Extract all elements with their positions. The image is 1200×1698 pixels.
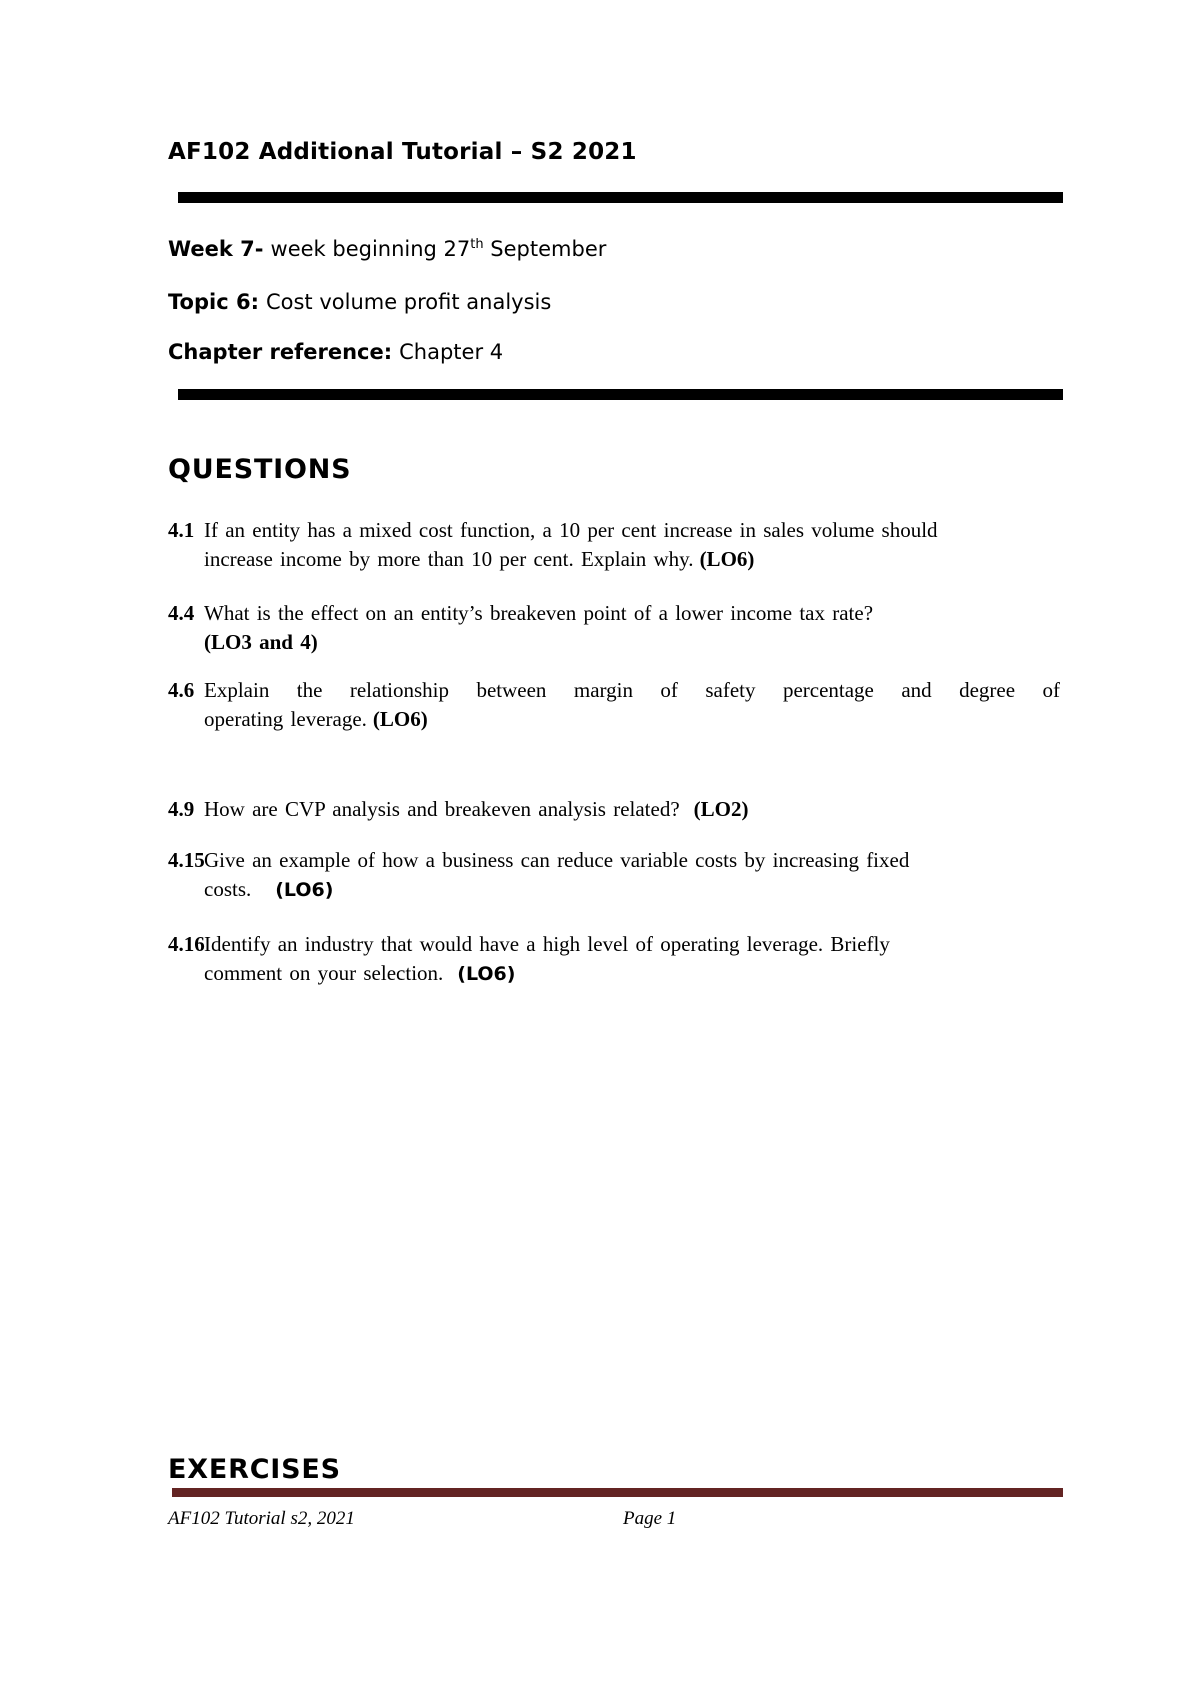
topic-label: Topic 6: <box>168 290 259 314</box>
week-label: Week 7- <box>168 237 264 261</box>
question-line: What is the effect on an entity’s breakeven point of a lower income tax rate? <box>204 601 874 625</box>
question-line: Explain the relationship between margin of safety percentage and degree of <box>204 678 1060 702</box>
topic-line <box>168 287 1063 317</box>
topic-value: Cost volume profit analysis <box>265 290 552 314</box>
question-number: 4.4 <box>168 601 195 625</box>
week-ordinal: th <box>470 237 484 252</box>
page-title: AF102 Additional Tutorial – S2 2021 <box>168 139 637 165</box>
question-line: How are CVP analysis and breakeven analysis related? (LO2) <box>204 797 749 821</box>
questions-heading: QUESTIONS <box>168 454 352 485</box>
question-line: comment on your selection. (LO6) <box>204 961 516 985</box>
question-line: costs. (LO6) <box>204 877 334 901</box>
learning-objective-tag: (LO2) <box>693 797 749 821</box>
question-text <box>204 599 1060 657</box>
learning-objective-tag: (LO6) <box>275 879 334 901</box>
question-4-1 <box>168 516 1060 574</box>
question-4-16 <box>168 930 1060 989</box>
question-4-15 <box>168 846 1060 905</box>
question-text <box>204 516 1060 574</box>
question-4-6 <box>168 676 1060 734</box>
chapter-reference-value: Chapter 4 <box>399 340 504 364</box>
question-number: 4.1 <box>168 518 195 542</box>
question-text <box>204 930 1060 989</box>
question-number: 4.6 <box>168 678 195 702</box>
question-4-4 <box>168 599 1060 657</box>
learning-objective-tag: (LO3 and 4) <box>204 630 318 654</box>
page-footer <box>168 1507 1060 1531</box>
exercises-divider <box>172 1488 1063 1497</box>
question-line: Identify an industry that would have a high level of operating leverage. Briefly <box>204 932 890 956</box>
footer-document-name: AF102 Tutorial s2, 2021 <box>168 1508 355 1529</box>
question-line: If an entity has a mixed cost function, a 10 per cent increase in sales volume should <box>204 518 938 542</box>
question-number: 4.16 <box>168 932 205 956</box>
exercises-heading: EXERCISES <box>168 1454 341 1485</box>
learning-objective-tag: (LO6) <box>372 707 428 731</box>
header-divider-bottom <box>178 389 1063 400</box>
document-content <box>168 138 1063 1531</box>
week-line <box>168 234 1063 264</box>
chapter-reference-line <box>168 337 1063 367</box>
question-4-9 <box>168 795 1060 824</box>
header-divider-top <box>178 192 1063 203</box>
question-line: increase income by more than 10 per cent. Explain why. (LO6) <box>204 547 755 571</box>
footer-page-number: Page 1 <box>623 1508 677 1529</box>
question-number: 4.9 <box>168 797 195 821</box>
question-line: Give an example of how a business can reduce variable costs by increasing fixed <box>204 848 910 872</box>
question-text <box>204 676 1060 734</box>
week-value-end: September <box>483 237 607 261</box>
question-text <box>204 846 1060 905</box>
question-text <box>204 795 1060 824</box>
question-line: operating leverage. (LO6) <box>204 707 428 731</box>
learning-objective-tag: (LO6) <box>457 963 516 985</box>
chapter-reference-label: Chapter reference: <box>168 340 393 364</box>
week-value: week beginning 27 <box>270 237 471 261</box>
learning-objective-tag: (LO6) <box>699 547 755 571</box>
question-number: 4.15 <box>168 848 205 872</box>
